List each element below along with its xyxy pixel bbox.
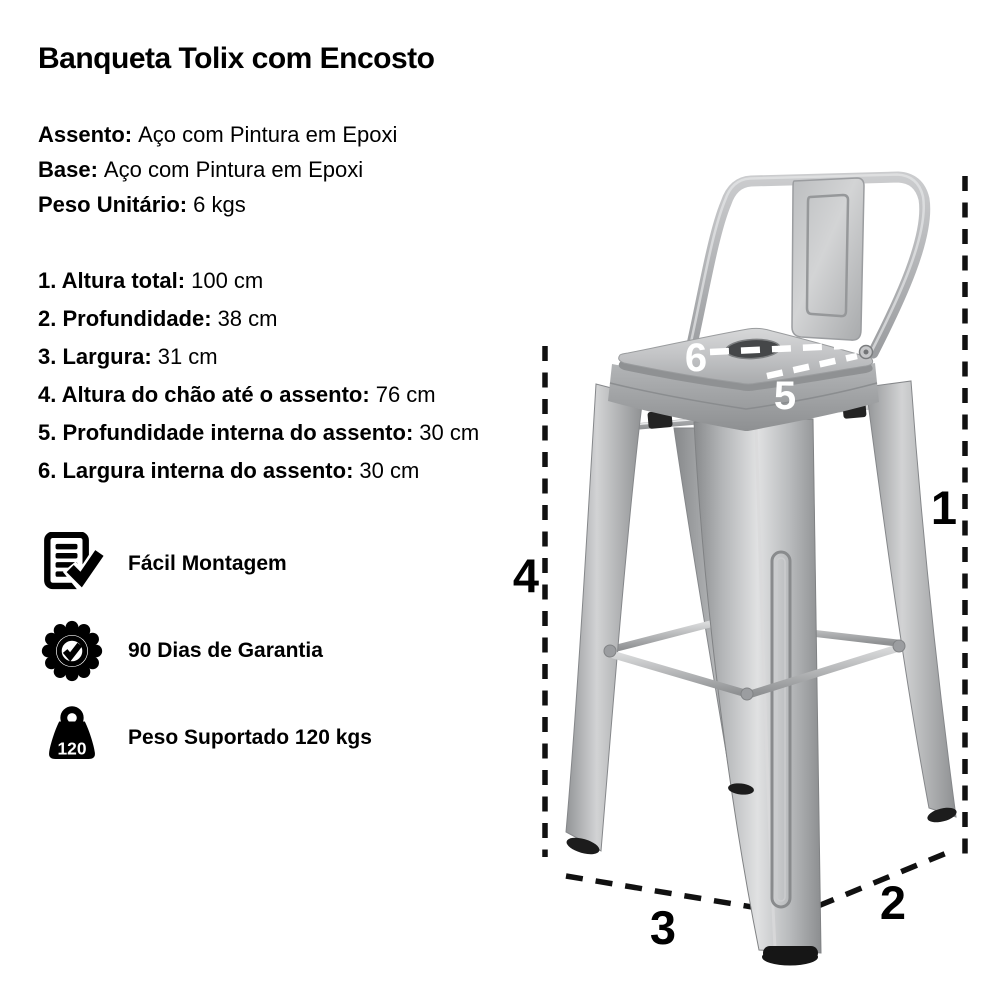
footrest-joint-left: [604, 645, 616, 657]
dimension-value: 100 cm: [191, 268, 264, 293]
dimension-label: 6. Largura interna do assento:: [38, 458, 354, 483]
spec-label: Peso Unitário:: [38, 192, 188, 217]
dimension-value: 30 cm: [359, 458, 420, 483]
marker-3-width: 3: [649, 901, 677, 954]
marker-6-inner-width: 6: [684, 336, 708, 380]
spec-value: Aço com Pintura em Epoxi: [103, 157, 364, 182]
dimension-label: 2. Profundidade:: [38, 306, 212, 331]
stool-left-leg: [566, 384, 643, 851]
backrest-bolt-center: [864, 350, 869, 355]
spec-label: Base:: [38, 157, 98, 182]
dimension-value: 30 cm: [419, 420, 480, 445]
stool-right-leg: [866, 381, 956, 817]
dimension-value: 38 cm: [217, 306, 278, 331]
marker-1-total-height: 1: [930, 481, 958, 534]
dimension-label: 1. Altura total:: [38, 268, 186, 293]
footrest-joint-right: [893, 640, 905, 652]
dimension-label: 4. Altura do chão até o assento:: [38, 382, 370, 407]
spec-label: Assento:: [38, 122, 133, 147]
spec-value: Aço com Pintura em Epoxi: [138, 122, 398, 147]
marker-2-depth: 2: [879, 876, 907, 929]
weight-icon-number: 120: [57, 738, 87, 759]
marker-4-seat-height: 4: [512, 549, 540, 602]
spec-value: 6 kgs: [193, 192, 246, 217]
feature-label: Peso Suportado 120 kgs: [128, 726, 372, 749]
foot-cap-front: [762, 949, 818, 966]
feature-label: Fácil Montagem: [128, 552, 287, 575]
dimension-label: 3. Largura:: [38, 344, 152, 369]
dimension-value: 31 cm: [157, 344, 218, 369]
stool-image: [565, 175, 958, 966]
footrest-bar-back-left: [613, 623, 714, 649]
page-title: Banqueta Tolix com Encosto: [38, 42, 435, 75]
feature-label: 90 Dias de Garantia: [128, 639, 323, 662]
dimension-label: 5. Profundidade interna do assento:: [38, 420, 414, 445]
dimension-value: 76 cm: [375, 382, 436, 407]
marker-5-inner-depth: 5: [773, 374, 797, 418]
footrest-joint-front: [741, 688, 753, 700]
